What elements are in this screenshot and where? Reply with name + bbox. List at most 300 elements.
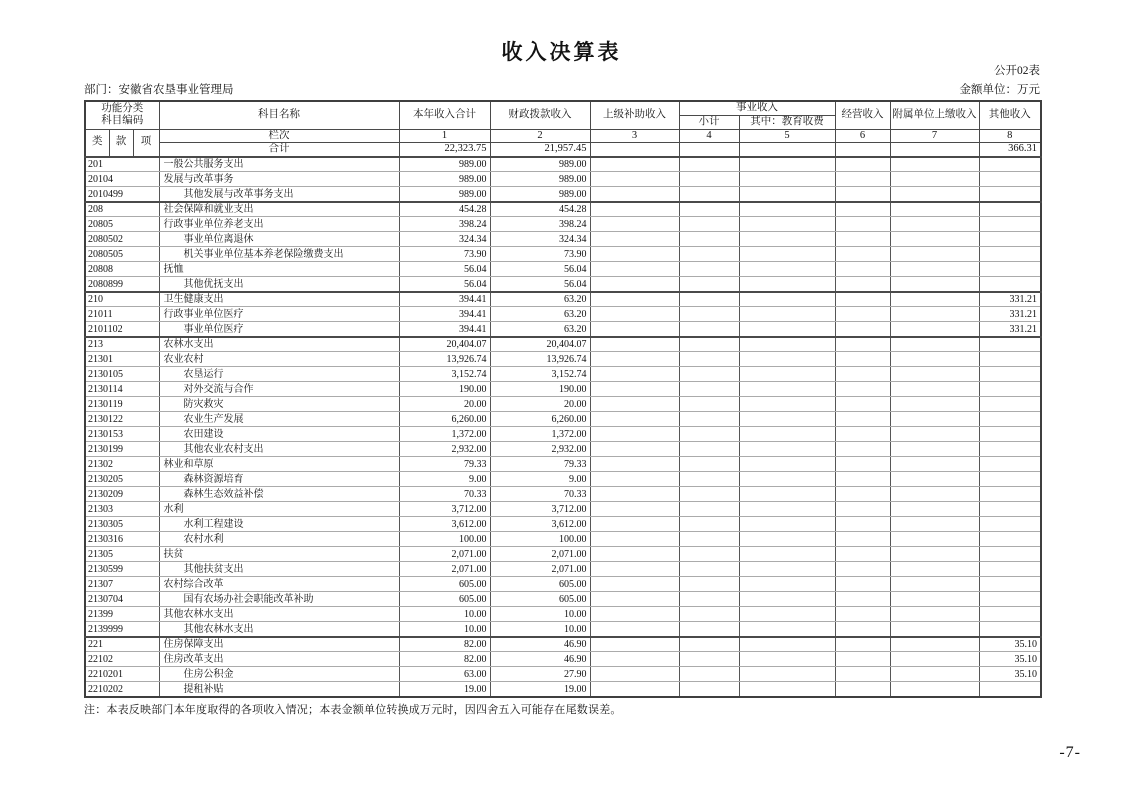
row-value-c2: 3,152.74 bbox=[490, 367, 590, 382]
row-value-c4 bbox=[679, 517, 739, 532]
table-row bbox=[85, 652, 1041, 667]
row-subject-name: 住房公积金 bbox=[159, 667, 399, 682]
row-value-c3 bbox=[590, 562, 679, 577]
row-value-c3 bbox=[590, 502, 679, 517]
row-value-c4 bbox=[679, 577, 739, 592]
row-value-c3 bbox=[590, 607, 679, 622]
row-value-c7 bbox=[890, 502, 979, 517]
row-value-c4 bbox=[679, 457, 739, 472]
row-value-c8: 331.21 bbox=[979, 307, 1041, 322]
row-value-c3 bbox=[590, 667, 679, 682]
row-value-c3 bbox=[590, 652, 679, 667]
row-value-c3 bbox=[590, 622, 679, 637]
table-row bbox=[85, 532, 1041, 547]
header-affiliated-units: 附属单位上缴收入 bbox=[890, 101, 979, 129]
row-value-c7 bbox=[890, 517, 979, 532]
row-value-c8 bbox=[979, 202, 1041, 217]
row-value-c3 bbox=[590, 397, 679, 412]
row-subject-name: 林业和草原 bbox=[159, 457, 399, 472]
table-body bbox=[85, 157, 1041, 697]
row-code: 2130199 bbox=[85, 442, 159, 457]
row-value-c3 bbox=[590, 427, 679, 442]
table-row bbox=[85, 667, 1041, 682]
row-value-c1: 989.00 bbox=[399, 172, 490, 187]
row-value-c8 bbox=[979, 457, 1041, 472]
row-value-c5 bbox=[739, 667, 835, 682]
row-value-c2: 13,926.74 bbox=[490, 352, 590, 367]
row-value-c2: 70.33 bbox=[490, 487, 590, 502]
row-value-c3 bbox=[590, 682, 679, 697]
table-row bbox=[85, 472, 1041, 487]
table-row bbox=[85, 337, 1041, 352]
row-code: 2080899 bbox=[85, 277, 159, 292]
row-value-c5 bbox=[739, 262, 835, 277]
row-value-c2: 989.00 bbox=[490, 157, 590, 172]
row-value-c8 bbox=[979, 337, 1041, 352]
header-code-group-line2: 科目编码 bbox=[101, 115, 144, 127]
row-value-c7 bbox=[890, 457, 979, 472]
row-value-c6 bbox=[835, 262, 890, 277]
row-value-c2: 1,372.00 bbox=[490, 427, 590, 442]
total-value-c4 bbox=[679, 143, 739, 157]
row-value-c6 bbox=[835, 457, 890, 472]
row-value-c2: 989.00 bbox=[490, 172, 590, 187]
row-value-c6 bbox=[835, 502, 890, 517]
row-value-c4 bbox=[679, 637, 739, 652]
row-value-c3 bbox=[590, 472, 679, 487]
row-value-c6 bbox=[835, 247, 890, 262]
header-colnum-5: 5 bbox=[739, 129, 835, 143]
row-value-c6 bbox=[835, 157, 890, 172]
row-value-c8 bbox=[979, 412, 1041, 427]
row-code: 2080505 bbox=[85, 247, 159, 262]
row-value-c2: 56.04 bbox=[490, 262, 590, 277]
row-value-c2: 2,071.00 bbox=[490, 547, 590, 562]
header-operating-income: 经营收入 bbox=[835, 101, 890, 129]
row-value-c6 bbox=[835, 187, 890, 202]
row-value-c3 bbox=[590, 487, 679, 502]
header-fiscal-appropriation: 财政拨款收入 bbox=[490, 101, 590, 129]
row-value-c1: 73.90 bbox=[399, 247, 490, 262]
row-value-c5 bbox=[739, 592, 835, 607]
row-value-c6 bbox=[835, 577, 890, 592]
row-value-c5 bbox=[739, 427, 835, 442]
row-value-c5 bbox=[739, 187, 835, 202]
row-value-c5 bbox=[739, 637, 835, 652]
row-value-c6 bbox=[835, 427, 890, 442]
row-value-c5 bbox=[739, 277, 835, 292]
row-code: 221 bbox=[85, 637, 159, 652]
total-value-c2: 21,957.45 bbox=[490, 143, 590, 157]
row-value-c1: 605.00 bbox=[399, 577, 490, 592]
row-value-c3 bbox=[590, 442, 679, 457]
row-value-c3 bbox=[590, 637, 679, 652]
row-value-c8 bbox=[979, 622, 1041, 637]
row-value-c6 bbox=[835, 217, 890, 232]
row-value-c1: 605.00 bbox=[399, 592, 490, 607]
row-value-c2: 324.34 bbox=[490, 232, 590, 247]
row-value-c1: 454.28 bbox=[399, 202, 490, 217]
row-value-c6 bbox=[835, 667, 890, 682]
header-section: 款 bbox=[109, 129, 133, 157]
row-value-c2: 10.00 bbox=[490, 607, 590, 622]
row-value-c1: 56.04 bbox=[399, 277, 490, 292]
header-colnum-8: 8 bbox=[979, 129, 1041, 143]
table-row bbox=[85, 292, 1041, 307]
row-value-c8 bbox=[979, 382, 1041, 397]
row-value-c6 bbox=[835, 382, 890, 397]
table-row bbox=[85, 607, 1041, 622]
page-title: 收入决算表 bbox=[501, 41, 622, 64]
row-subject-name: 社会保障和就业支出 bbox=[159, 202, 399, 217]
row-code: 2130209 bbox=[85, 487, 159, 502]
row-code: 2130704 bbox=[85, 592, 159, 607]
row-value-c4 bbox=[679, 502, 739, 517]
row-value-c3 bbox=[590, 517, 679, 532]
row-subject-name: 农垦运行 bbox=[159, 367, 399, 382]
row-value-c5 bbox=[739, 367, 835, 382]
table-row bbox=[85, 277, 1041, 292]
row-value-c8: 331.21 bbox=[979, 322, 1041, 337]
row-code: 2130119 bbox=[85, 397, 159, 412]
row-value-c2: 2,932.00 bbox=[490, 442, 590, 457]
row-value-c4 bbox=[679, 292, 739, 307]
row-value-c2: 398.24 bbox=[490, 217, 590, 232]
row-value-c8 bbox=[979, 262, 1041, 277]
row-code: 21303 bbox=[85, 502, 159, 517]
header-subtotal: 小计 bbox=[679, 115, 739, 129]
row-subject-name: 发展与改革事务 bbox=[159, 172, 399, 187]
row-value-c3 bbox=[590, 382, 679, 397]
table-row bbox=[85, 232, 1041, 247]
row-value-c1: 56.04 bbox=[399, 262, 490, 277]
row-value-c7 bbox=[890, 217, 979, 232]
row-value-c8 bbox=[979, 442, 1041, 457]
row-value-c1: 70.33 bbox=[399, 487, 490, 502]
row-subject-name: 扶贫 bbox=[159, 547, 399, 562]
row-value-c7 bbox=[890, 172, 979, 187]
row-value-c4 bbox=[679, 172, 739, 187]
header-code-group-line1: 功能分类 bbox=[101, 102, 144, 114]
header-colnum-6: 6 bbox=[835, 129, 890, 143]
row-value-c3 bbox=[590, 277, 679, 292]
row-value-c1: 2,071.00 bbox=[399, 562, 490, 577]
row-value-c7 bbox=[890, 532, 979, 547]
row-value-c4 bbox=[679, 187, 739, 202]
table-row bbox=[85, 172, 1041, 187]
row-value-c2: 27.90 bbox=[490, 667, 590, 682]
row-subject-name: 农林水支出 bbox=[159, 337, 399, 352]
row-code: 20808 bbox=[85, 262, 159, 277]
row-value-c2: 20.00 bbox=[490, 397, 590, 412]
row-value-c7 bbox=[890, 232, 979, 247]
row-value-c2: 454.28 bbox=[490, 202, 590, 217]
row-value-c3 bbox=[590, 172, 679, 187]
row-value-c3 bbox=[590, 322, 679, 337]
income-final-accounts-table bbox=[84, 100, 1042, 698]
row-value-c8 bbox=[979, 187, 1041, 202]
row-value-c7 bbox=[890, 307, 979, 322]
row-value-c1: 6,260.00 bbox=[399, 412, 490, 427]
row-value-c7 bbox=[890, 487, 979, 502]
row-value-c5 bbox=[739, 202, 835, 217]
row-value-c8: 35.10 bbox=[979, 652, 1041, 667]
row-value-c7 bbox=[890, 352, 979, 367]
row-value-c2: 56.04 bbox=[490, 277, 590, 292]
row-subject-name: 农业生产发展 bbox=[159, 412, 399, 427]
row-code: 2101102 bbox=[85, 322, 159, 337]
row-value-c1: 3,152.74 bbox=[399, 367, 490, 382]
row-value-c5 bbox=[739, 217, 835, 232]
table-row bbox=[85, 157, 1041, 172]
page-number: -7- bbox=[1059, 744, 1081, 761]
table-row bbox=[85, 427, 1041, 442]
row-subject-name: 行政事业单位医疗 bbox=[159, 307, 399, 322]
row-code: 2130153 bbox=[85, 427, 159, 442]
row-value-c4 bbox=[679, 472, 739, 487]
total-value-c8: 366.31 bbox=[979, 143, 1041, 157]
row-value-c5 bbox=[739, 292, 835, 307]
row-value-c8 bbox=[979, 277, 1041, 292]
row-value-c6 bbox=[835, 277, 890, 292]
row-value-c1: 394.41 bbox=[399, 292, 490, 307]
row-value-c3 bbox=[590, 367, 679, 382]
row-value-c1: 20.00 bbox=[399, 397, 490, 412]
row-value-c7 bbox=[890, 562, 979, 577]
table-row bbox=[85, 262, 1041, 277]
row-value-c6 bbox=[835, 652, 890, 667]
header-superior-subsidy: 上级补助收入 bbox=[590, 101, 679, 129]
row-subject-name: 机关事业单位基本养老保险缴费支出 bbox=[159, 247, 399, 262]
row-value-c1: 989.00 bbox=[399, 187, 490, 202]
row-value-c3 bbox=[590, 457, 679, 472]
row-value-c5 bbox=[739, 532, 835, 547]
row-subject-name: 其他发展与改革事务支出 bbox=[159, 187, 399, 202]
row-code: 2130316 bbox=[85, 532, 159, 547]
row-value-c4 bbox=[679, 202, 739, 217]
row-subject-name: 防灾救灾 bbox=[159, 397, 399, 412]
header-other-income: 其他收入 bbox=[979, 101, 1041, 129]
row-value-c6 bbox=[835, 202, 890, 217]
row-value-c4 bbox=[679, 562, 739, 577]
row-value-c6 bbox=[835, 367, 890, 382]
row-value-c5 bbox=[739, 412, 835, 427]
row-value-c5 bbox=[739, 307, 835, 322]
row-subject-name: 一般公共服务支出 bbox=[159, 157, 399, 172]
row-value-c7 bbox=[890, 247, 979, 262]
income-table-sheet bbox=[84, 100, 1040, 717]
row-value-c4 bbox=[679, 262, 739, 277]
row-value-c3 bbox=[590, 352, 679, 367]
row-value-c2: 63.20 bbox=[490, 322, 590, 337]
row-value-c3 bbox=[590, 547, 679, 562]
row-value-c3 bbox=[590, 412, 679, 427]
table-code-label: 公开02表 bbox=[994, 65, 1040, 77]
row-value-c8 bbox=[979, 487, 1041, 502]
row-value-c4 bbox=[679, 547, 739, 562]
row-value-c6 bbox=[835, 442, 890, 457]
row-value-c1: 190.00 bbox=[399, 382, 490, 397]
row-subject-name: 住房保障支出 bbox=[159, 637, 399, 652]
row-code: 2130122 bbox=[85, 412, 159, 427]
row-value-c7 bbox=[890, 412, 979, 427]
row-value-c8 bbox=[979, 607, 1041, 622]
row-subject-name: 其他农业农村支出 bbox=[159, 442, 399, 457]
row-value-c7 bbox=[890, 427, 979, 442]
row-value-c6 bbox=[835, 292, 890, 307]
table-row bbox=[85, 307, 1041, 322]
row-value-c1: 20,404.07 bbox=[399, 337, 490, 352]
row-value-c7 bbox=[890, 367, 979, 382]
row-value-c1: 2,071.00 bbox=[399, 547, 490, 562]
row-value-c7 bbox=[890, 187, 979, 202]
row-value-c3 bbox=[590, 577, 679, 592]
row-value-c4 bbox=[679, 487, 739, 502]
row-value-c1: 3,712.00 bbox=[399, 502, 490, 517]
row-value-c8 bbox=[979, 172, 1041, 187]
row-subject-name: 农业农村 bbox=[159, 352, 399, 367]
row-code: 2139999 bbox=[85, 622, 159, 637]
row-value-c7 bbox=[890, 637, 979, 652]
row-value-c6 bbox=[835, 562, 890, 577]
row-value-c4 bbox=[679, 232, 739, 247]
row-subject-name: 住房改革支出 bbox=[159, 652, 399, 667]
table-row bbox=[85, 322, 1041, 337]
row-value-c2: 605.00 bbox=[490, 592, 590, 607]
row-value-c8: 35.10 bbox=[979, 637, 1041, 652]
row-value-c6 bbox=[835, 532, 890, 547]
row-value-c7 bbox=[890, 157, 979, 172]
row-value-c2: 6,260.00 bbox=[490, 412, 590, 427]
row-value-c5 bbox=[739, 247, 835, 262]
table-row bbox=[85, 682, 1041, 697]
row-value-c3 bbox=[590, 232, 679, 247]
table-row bbox=[85, 637, 1041, 652]
table-row bbox=[85, 382, 1041, 397]
row-value-c4 bbox=[679, 412, 739, 427]
total-value-c5 bbox=[739, 143, 835, 157]
row-value-c4 bbox=[679, 667, 739, 682]
row-code: 2210202 bbox=[85, 682, 159, 697]
row-value-c8 bbox=[979, 472, 1041, 487]
row-value-c8 bbox=[979, 352, 1041, 367]
header-colnum-3: 3 bbox=[590, 129, 679, 143]
table-row bbox=[85, 457, 1041, 472]
table-row bbox=[85, 202, 1041, 217]
row-value-c5 bbox=[739, 517, 835, 532]
total-row-label: 合计 bbox=[159, 143, 399, 157]
row-value-c8 bbox=[979, 532, 1041, 547]
row-value-c1: 10.00 bbox=[399, 622, 490, 637]
row-value-c5 bbox=[739, 382, 835, 397]
row-value-c8 bbox=[979, 367, 1041, 382]
row-value-c7 bbox=[890, 442, 979, 457]
row-value-c8 bbox=[979, 547, 1041, 562]
row-value-c6 bbox=[835, 472, 890, 487]
row-value-c6 bbox=[835, 307, 890, 322]
row-value-c2: 3,612.00 bbox=[490, 517, 590, 532]
row-value-c1: 989.00 bbox=[399, 157, 490, 172]
row-value-c2: 100.00 bbox=[490, 532, 590, 547]
row-value-c1: 82.00 bbox=[399, 652, 490, 667]
row-value-c3 bbox=[590, 292, 679, 307]
table-row bbox=[85, 562, 1041, 577]
row-code: 213 bbox=[85, 337, 159, 352]
row-code: 21011 bbox=[85, 307, 159, 322]
row-value-c4 bbox=[679, 442, 739, 457]
row-subject-name: 事业单位医疗 bbox=[159, 322, 399, 337]
row-value-c7 bbox=[890, 262, 979, 277]
table-row bbox=[85, 622, 1041, 637]
row-value-c2: 46.90 bbox=[490, 652, 590, 667]
row-value-c6 bbox=[835, 682, 890, 697]
row-subject-name: 卫生健康支出 bbox=[159, 292, 399, 307]
row-value-c4 bbox=[679, 382, 739, 397]
row-value-c1: 324.34 bbox=[399, 232, 490, 247]
row-value-c7 bbox=[890, 667, 979, 682]
row-value-c1: 82.00 bbox=[399, 637, 490, 652]
row-value-c5 bbox=[739, 502, 835, 517]
table-header bbox=[85, 101, 1041, 157]
row-code: 21307 bbox=[85, 577, 159, 592]
row-value-c2: 190.00 bbox=[490, 382, 590, 397]
row-value-c1: 63.00 bbox=[399, 667, 490, 682]
row-value-c5 bbox=[739, 157, 835, 172]
row-value-c7 bbox=[890, 397, 979, 412]
row-value-c8: 331.21 bbox=[979, 292, 1041, 307]
row-subject-name: 国有农场办社会职能改革补助 bbox=[159, 592, 399, 607]
row-value-c1: 79.33 bbox=[399, 457, 490, 472]
row-code: 2210201 bbox=[85, 667, 159, 682]
row-value-c3 bbox=[590, 247, 679, 262]
row-code: 2130105 bbox=[85, 367, 159, 382]
row-value-c1: 19.00 bbox=[399, 682, 490, 697]
row-value-c8 bbox=[979, 217, 1041, 232]
header-education-fees: 其中：教育收费 bbox=[739, 115, 835, 129]
row-value-c8: 35.10 bbox=[979, 667, 1041, 682]
table-row bbox=[85, 442, 1041, 457]
row-value-c5 bbox=[739, 622, 835, 637]
table-row bbox=[85, 577, 1041, 592]
row-subject-name: 农田建设 bbox=[159, 427, 399, 442]
row-value-c5 bbox=[739, 472, 835, 487]
row-value-c6 bbox=[835, 607, 890, 622]
table-row bbox=[85, 217, 1041, 232]
row-code: 2130305 bbox=[85, 517, 159, 532]
total-value-c1: 22,323.75 bbox=[399, 143, 490, 157]
row-value-c6 bbox=[835, 622, 890, 637]
row-value-c8 bbox=[979, 562, 1041, 577]
table-row bbox=[85, 247, 1041, 262]
row-value-c6 bbox=[835, 172, 890, 187]
row-value-c7 bbox=[890, 592, 979, 607]
row-value-c5 bbox=[739, 232, 835, 247]
row-value-c5 bbox=[739, 322, 835, 337]
row-value-c1: 2,932.00 bbox=[399, 442, 490, 457]
row-value-c5 bbox=[739, 457, 835, 472]
row-code: 208 bbox=[85, 202, 159, 217]
row-value-c2: 605.00 bbox=[490, 577, 590, 592]
row-subject-name: 其他农林水支出 bbox=[159, 607, 399, 622]
row-code: 2130599 bbox=[85, 562, 159, 577]
row-code: 2080502 bbox=[85, 232, 159, 247]
row-value-c5 bbox=[739, 652, 835, 667]
row-value-c5 bbox=[739, 337, 835, 352]
row-value-c8 bbox=[979, 247, 1041, 262]
row-subject-name: 事业单位离退休 bbox=[159, 232, 399, 247]
row-value-c2: 73.90 bbox=[490, 247, 590, 262]
row-value-c5 bbox=[739, 487, 835, 502]
